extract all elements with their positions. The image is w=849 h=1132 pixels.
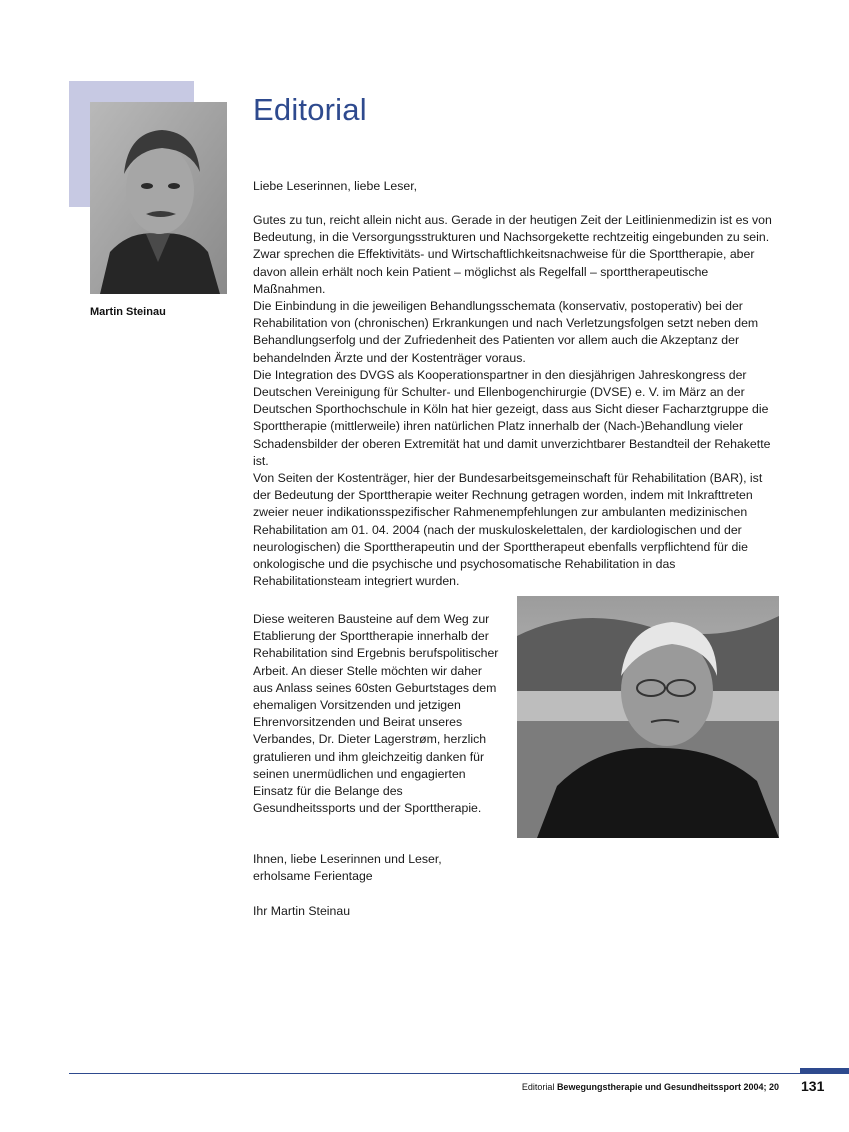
- footer-journal: Bewegungstherapie und Gesundheitssport 2004; 20: [556, 1082, 779, 1092]
- paragraph: Die Integration des DVGS als Kooperationspartner in den diesjährigen Jahreskongress der Deutschen Vereinigung für Schulter- und Ellenbogenchirurgie (DVSE) e. V. im März an der Deutschen Sporthochschule in Köln hat hier gezeigt, dass aus Sicht dieser Facharztgruppe die Sporttherapie (mittlerweile) ihren natürlichen Platz innerhalb der (Nach-)Behandlung vieler Schadensbilder der oberen Extremität hat und damit unverzichtbarer Bestandteil der Rehakette ist.: [253, 367, 771, 468]
- paragraph: Die Einbindung in die jeweiligen Behandlungsschemata (konservativ, postoperativ) bei der Rehabilitation von (chronischen) Erkrankungen und nach Verletzungsfolgen setzt neben dem Behandlungserfolg und der Zufriedenheit des Patienten vor allem auch die Akzeptanz der behandelnden Ärzte und der Kostenträger voraus.: [253, 299, 759, 365]
- paragraph: Diese weiteren Bausteine auf dem Weg zur Etablierung der Sporttherapie innerhalb der Rehabilitation sind Ergebnis berufspolitischer Arbeit. An dieser Stelle möchten wir daher aus Anlass seines 60sten Geburtstages dem ehemaligen Vorsitzenden und jetzigen Ehrenvorsitzenden und Beirat unseres Verbandes, Dr. Dieter Lagerstrøm, herzlich gratulieren und ihm gleichzeitig danken für seinen unermüdlichen und engagierten Einsatz für die Belange des Gesundheitssports und der Sporttherapie.: [253, 612, 499, 816]
- closing-line: Ihnen, liebe Leserinnen und Leser,: [253, 852, 442, 866]
- author-portrait-photo: [90, 102, 227, 294]
- paragraph: Gutes zu tun, reicht allein nicht aus. Gerade in der heutigen Zeit der Leitlinienmedizin ist es von Bedeutung, in die Versorgungsstrukturen und Nachsorgekette rechtzeitig eingebunden zu sein. Zwar sprechen die Effektivitäts- und Wirtschaftlichkeitsnachweise für die Sporttherapie, aber davon allein erhält noch kein Patient – möglichst als Regelfall – sporttherapeutische Maßnahmen.: [253, 213, 772, 296]
- footer-section: Editorial: [521, 1082, 555, 1092]
- salutation-text: Liebe Leserinnen, liebe Leser,: [253, 179, 418, 193]
- signature-text: Ihr Martin Steinau: [253, 904, 351, 918]
- footer-rule: [69, 1073, 849, 1074]
- author-caption: Martin Steinau: [90, 306, 166, 318]
- signature: [253, 903, 350, 920]
- running-footer: [522, 1082, 779, 1092]
- closing-line: erholsame Ferientage: [253, 869, 373, 884]
- footer-tab: [800, 1068, 849, 1074]
- closing: [253, 851, 442, 885]
- salutation: [253, 178, 783, 195]
- page-title: Editorial: [253, 92, 367, 127]
- column-text: [253, 611, 503, 817]
- paragraph: Von Seiten der Kostenträger, hier der Bundesarbeitsgemeinschaft für Rehabilitation (BAR), ist der Bedeutung der Sporttherapie weiter Rechnung getragen worden, indem mit Inkrafttreten zweier neuer indikationsspezifischer Rahmenempfehlungen zur ambulanten medizinischen Rehabilitation am 01. 04. 2004 (nach der muskuloskelettalen, der kardiologischen und der neurologischen) die Sporttherapeutin und der Sporttherapeut ebenfalls verpflichtend für die onkologische und die psychische und psychosomatische Rehabilitation in das Rehabilitationsteam integriert wurden.: [253, 471, 763, 589]
- honoree-photo: [517, 596, 779, 838]
- main-text: [253, 212, 783, 590]
- page-number: 131: [801, 1078, 825, 1094]
